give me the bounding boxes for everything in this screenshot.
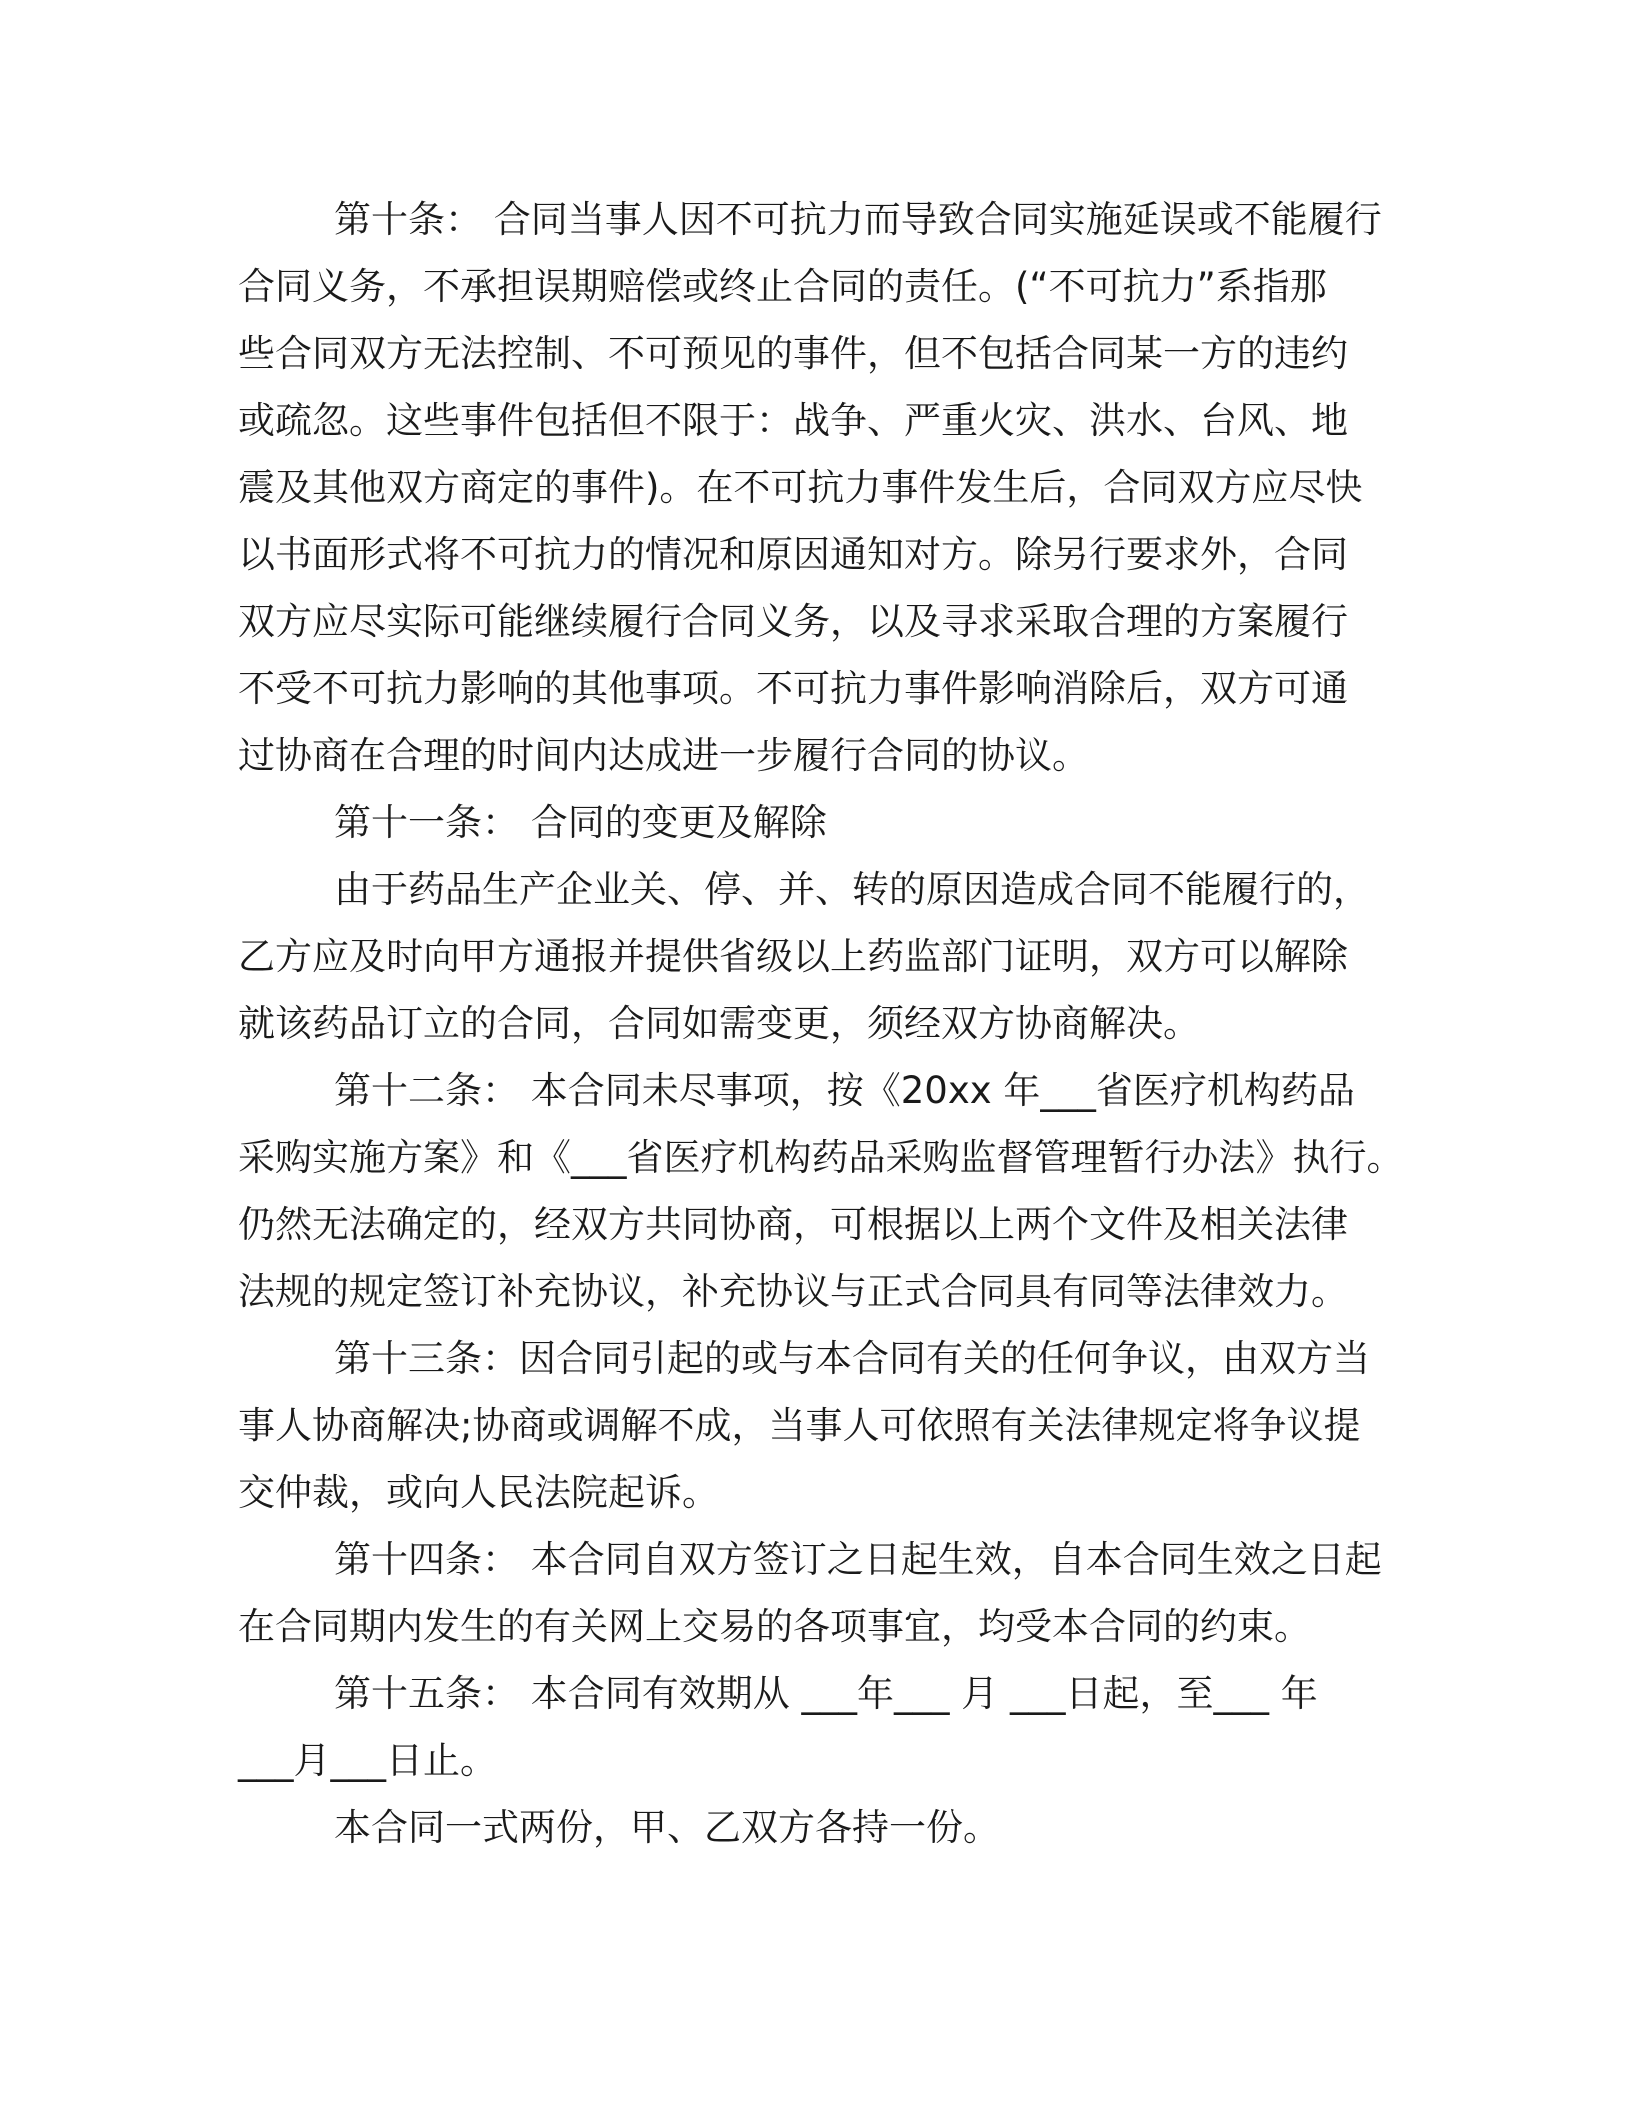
article-11-heading: 第十一条： 合同的变更及解除 bbox=[334, 801, 827, 844]
article-13-line-3: 交仲裁，或向人民法院起诉。 bbox=[238, 1471, 719, 1514]
article-11-line-3: 就该药品订立的合同，合同如需变更，须经双方协商解决。 bbox=[238, 1002, 1200, 1045]
article-15-line-1: 第十五条： 本合同有效期从 ___年___ 月 ___日起，至___ 年 bbox=[334, 1672, 1318, 1715]
article-15-line-2: ___月___日止。 bbox=[238, 1739, 497, 1782]
article-12-line-3: 仍然无法确定的，经双方共同协商，可根据以上两个文件及相关法律 bbox=[238, 1203, 1348, 1246]
article-10-line-5: 震及其他双方商定的事件)。在不可抗力事件发生后，合同双方应尽快 bbox=[238, 466, 1363, 509]
article-13-line-1: 第十三条：因合同引起的或与本合同有关的任何争议，由双方当 bbox=[334, 1337, 1370, 1380]
article-12-line-1: 第十二条： 本合同未尽事项，按《20xx 年___省医疗机构药品 bbox=[334, 1069, 1355, 1112]
article-14-line-1: 第十四条： 本合同自双方签订之日起生效，自本合同生效之日起 bbox=[334, 1538, 1382, 1581]
article-12-line-2: 采购实施方案》和《___省医疗机构药品采购监督管理暂行办法》执行。 bbox=[238, 1136, 1404, 1179]
article-10-line-1: 第十条： 合同当事人因不可抗力而导致合同实施延误或不能履行 bbox=[334, 198, 1382, 241]
article-10-line-6: 以书面形式将不可抗力的情况和原因通知对方。除另行要求外，合同 bbox=[238, 533, 1348, 576]
article-14-line-2: 在合同期内发生的有关网上交易的各项事宜，均受本合同的约束。 bbox=[238, 1605, 1311, 1648]
article-10-line-7: 双方应尽实际可能继续履行合同义务，以及寻求采取合理的方案履行 bbox=[238, 600, 1348, 643]
closing-line: 本合同一式两份，甲、乙双方各持一份。 bbox=[334, 1806, 1000, 1849]
article-11-line-2: 乙方应及时向甲方通报并提供省级以上药监部门证明，双方可以解除 bbox=[238, 935, 1348, 978]
article-10-line-9: 过协商在合理的时间内达成进一步履行合同的协议。 bbox=[238, 734, 1089, 777]
article-11-line-1: 由于药品生产企业关、停、并、转的原因造成合同不能履行的， bbox=[334, 868, 1370, 911]
article-12-line-4: 法规的规定签订补充协议，补充协议与正式合同具有同等法律效力。 bbox=[238, 1270, 1348, 1313]
contract-text bbox=[238, 186, 1404, 1861]
article-13-line-2: 事人协商解决;协商或调解不成，当事人可依照有关法律规定将争议提 bbox=[238, 1404, 1361, 1447]
article-10-line-8: 不受不可抗力影响的其他事项。不可抗力事件影响消除后，双方可通 bbox=[238, 667, 1348, 710]
article-10-line-3: 些合同双方无法控制、不可预见的事件，但不包括合同某一方的违约 bbox=[238, 332, 1348, 375]
article-10-line-2: 合同义务，不承担误期赔偿或终止合同的责任。(“不可抗力”系指那 bbox=[238, 265, 1327, 308]
article-10-line-4: 或疏忽。这些事件包括但不限于：战争、严重火灾、洪水、台风、地 bbox=[238, 399, 1348, 442]
